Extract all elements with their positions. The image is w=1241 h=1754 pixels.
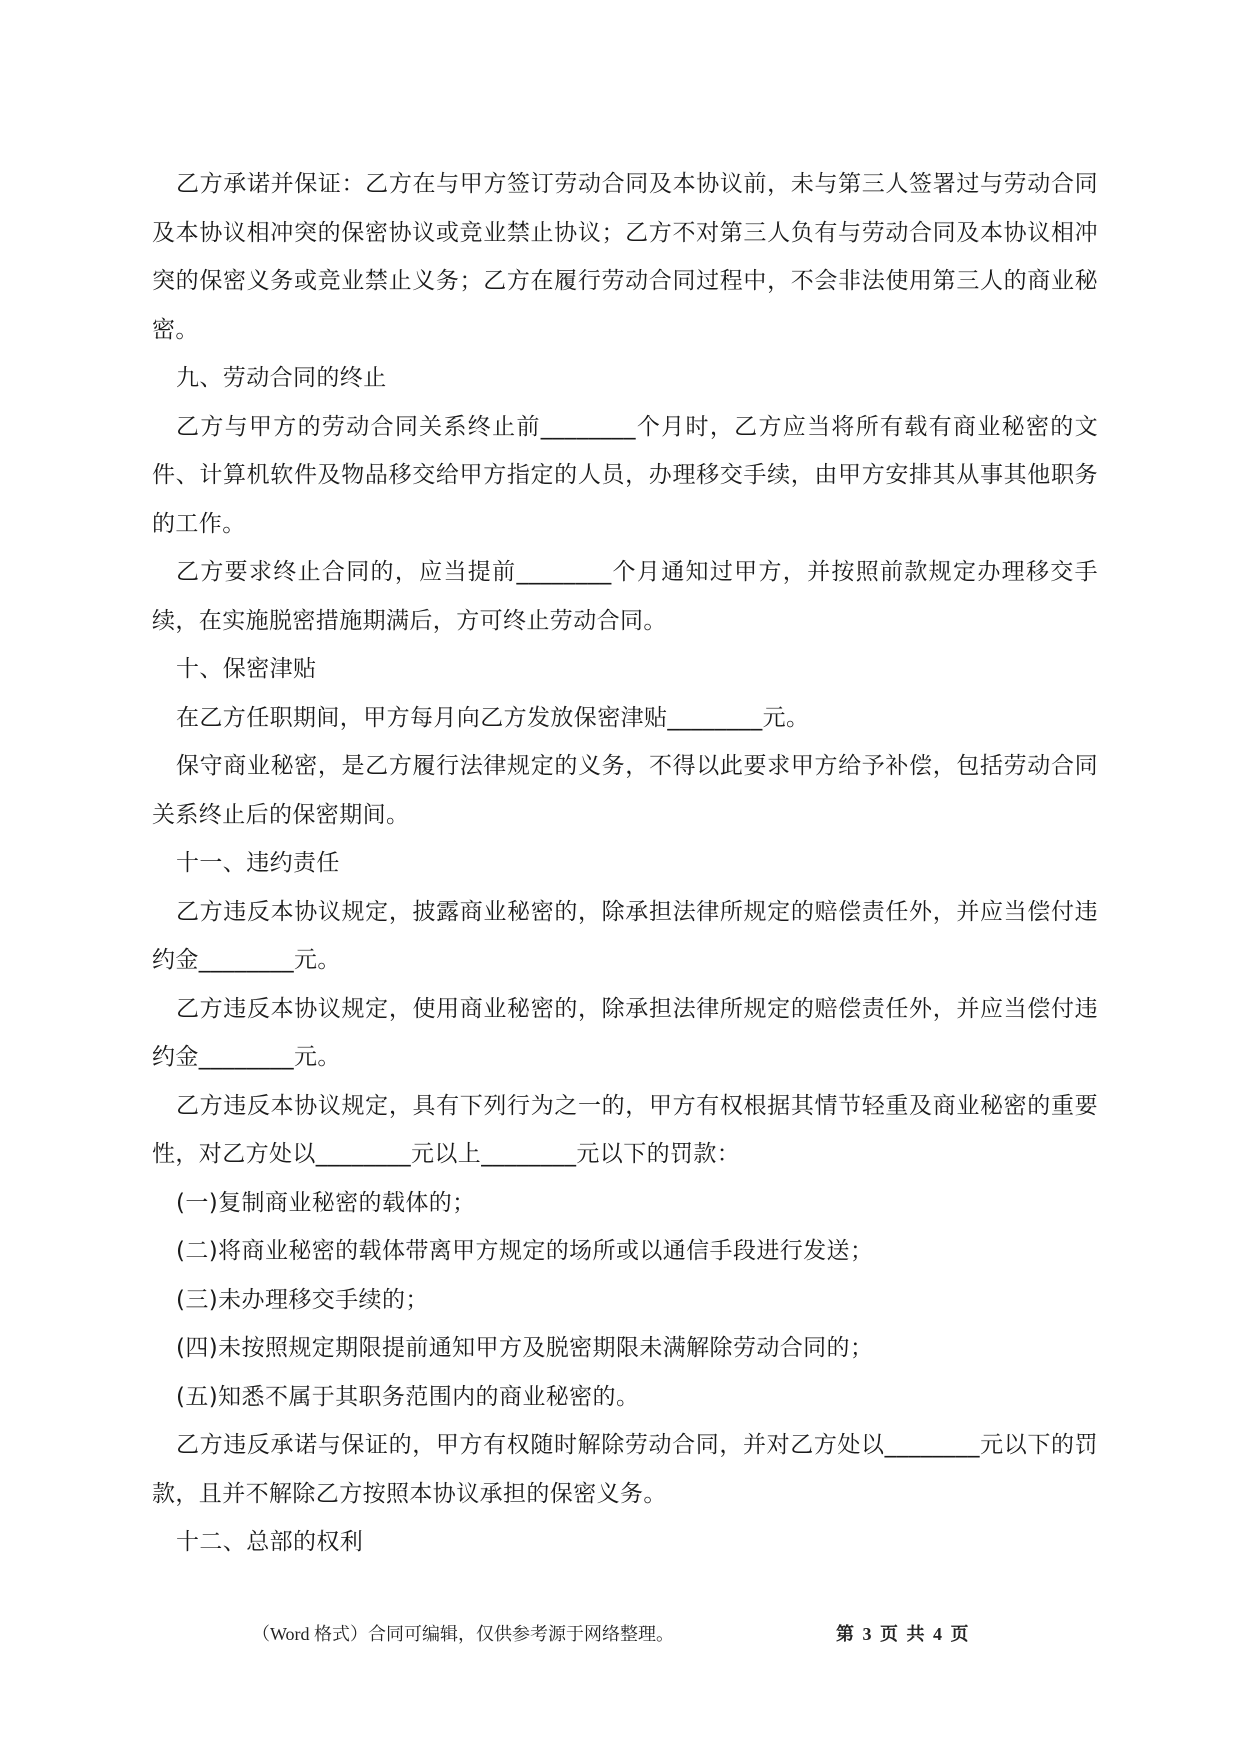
paragraph-termination-handover: 乙方与甲方的劳动合同关系终止前________个月时，乙方应当将所有载有商业秘密的文件、计算机软件及物品移交给甲方指定的人员，办理移交手续，由甲方安排其从事其他职务的工作。 xyxy=(152,413,1098,537)
paragraph-no-compensation: 保守商业秘密，是乙方履行法律规定的义务，不得以此要求甲方给予补偿，包括劳动合同关系终止后的保密期间。 xyxy=(152,753,1098,828)
paragraph-promise: 乙方承诺并保证：乙方在与甲方签订劳动合同及本协议前，未与第三人签署过与劳动合同及本协议相冲突的保密协议或竞业禁止协议；乙方不对第三人负有与劳动合同及本协议相冲突的保密义务或竞业禁止义务；乙方在履行劳动合同过程中，不会非法使用第三人的商业秘密。 xyxy=(152,171,1098,343)
section-heading-11: 十一、违约责任 xyxy=(176,850,340,876)
section-heading-9: 九、劳动合同的终止 xyxy=(176,365,387,391)
paragraph-allowance: 在乙方任职期间，甲方每月向乙方发放保密津贴________元。 xyxy=(176,704,810,731)
list-item-1: (一)复制商业秘密的载体的； xyxy=(176,1189,476,1216)
paragraph-breach-of-promise: 乙方违反承诺与保证的，甲方有权随时解除劳动合同，并对乙方处以________元以下的罚款，且并不解除乙方按照本协议承担的保密义务。 xyxy=(152,1432,1098,1507)
list-item-3: (三)未办理移交手续的； xyxy=(176,1286,429,1313)
section-heading-12: 十二、总部的权利 xyxy=(176,1529,364,1555)
list-item-2: (二)将商业秘密的载体带离甲方规定的场所或以通信手段进行发送； xyxy=(176,1238,874,1264)
footer-note: （Word 格式）合同可编辑，仅供参考源于网络整理。 xyxy=(252,1624,675,1644)
page-footer xyxy=(0,1620,1241,1650)
document-body xyxy=(152,160,1098,1567)
section-heading-10: 十、保密津贴 xyxy=(176,656,317,682)
paragraph-usage-penalty: 乙方违反本协议规定，使用商业秘密的，除承担法律所规定的赔偿责任外，并应当偿付违约金________元。 xyxy=(152,995,1098,1070)
page-number: 第 3 页 共 4 页 xyxy=(836,1624,971,1644)
list-item-4: (四)未按照规定期限提前通知甲方及脱密期限未满解除劳动合同的； xyxy=(176,1335,874,1361)
paragraph-fine-conditions: 乙方违反本协议规定，具有下列行为之一的，甲方有权根据其情节轻重及商业秘密的重要性，对乙方处以________元以上________元以下的罚款： xyxy=(152,1092,1098,1167)
paragraph-termination-notice: 乙方要求终止合同的，应当提前________个月通知过甲方，并按照前款规定办理移交手续，在实施脱密措施期满后，方可终止劳动合同。 xyxy=(152,559,1098,634)
paragraph-disclosure-penalty: 乙方违反本协议规定，披露商业秘密的，除承担法律所规定的赔偿责任外，并应当偿付违约金________元。 xyxy=(152,898,1098,973)
list-item-5: (五)知悉不属于其职务范围内的商业秘密的。 xyxy=(176,1383,640,1410)
